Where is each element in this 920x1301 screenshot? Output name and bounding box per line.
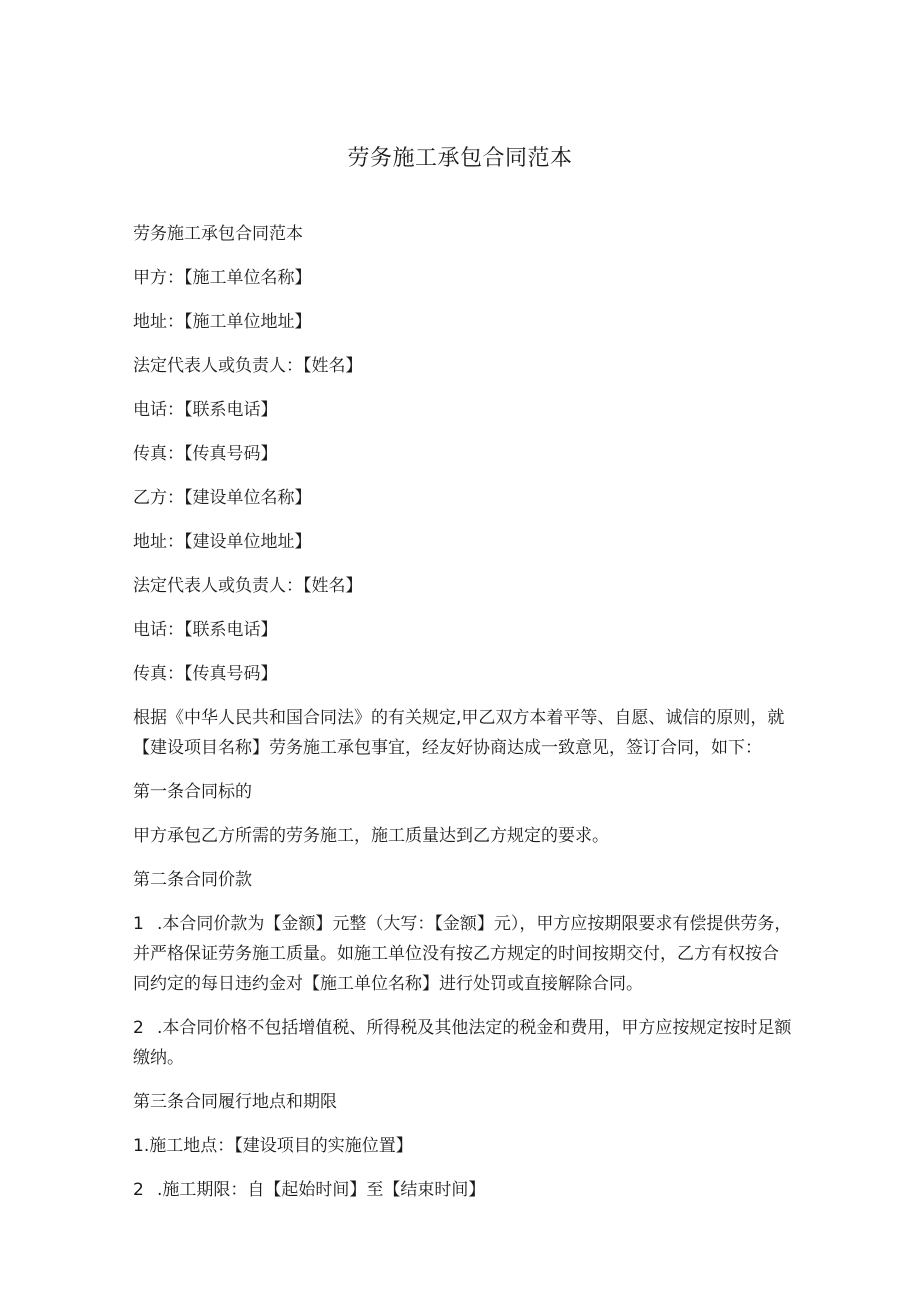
preamble-paragraph: 根据《中华人民共和国合同法》的有关规定,甲乙双方本着平等、自愿、诚信的原则，就【建设项目名称】劳务施工承包事宜，经友好协商达成一致意见，签订合同，如下： (133, 708, 785, 758)
clause-text: 施工期限：自【起始时间】至【结束时间】 (162, 1180, 486, 1200)
article-3-heading: 第三条合同履行地点和期限 (133, 1092, 337, 1112)
document-title: 劳务施工承包合同范本 (347, 146, 573, 171)
clause-dot: . (157, 1180, 163, 1200)
party-b-representative: 法定代表人或负责人：【姓名】 (133, 576, 363, 596)
article-2-clause-1 (133, 909, 793, 999)
clause-dot: . (157, 914, 163, 934)
article-2-heading: 第二条合同价款 (133, 870, 252, 890)
clause-text: 本合同价款为【金额】元整（大写：【金额】元），甲方应按期限要求有偿提供劳务，并严格保证劳务施工质量。如施工单位没有按乙方规定的时间按期交付，乙方有权按合同约定的每日违约金对【施工单位名称】进行处罚或直接解除合同。 (133, 914, 792, 994)
party-b-fax: 传真：【传真号码】 (133, 664, 278, 684)
party-b-phone: 电话：【联系电话】 (133, 620, 278, 640)
party-a-phone: 电话：【联系电话】 (133, 400, 278, 420)
intro-title: 劳务施工承包合同范本 (133, 224, 303, 244)
clause-number: 1 (133, 914, 144, 934)
article-1-heading: 第一条合同标的 (133, 782, 252, 802)
party-b-name: 乙方：【建设单位名称】 (133, 488, 312, 508)
article-2-clause-2 (133, 1013, 793, 1073)
party-a-fax: 传真：【传真号码】 (133, 444, 278, 464)
clause-number: 2 (133, 1018, 144, 1038)
article-1-content: 甲方承包乙方所需的劳务施工，施工质量达到乙方规定的要求。 (133, 826, 609, 846)
article-3-location: 1.施工地点：【建设项目的实施位置】 (133, 1136, 413, 1156)
party-b-address: 地址：【建设单位地址】 (133, 532, 312, 552)
clause-dot: . (157, 1018, 163, 1038)
article-3-term (133, 1175, 793, 1205)
clause-number: 2 (133, 1180, 144, 1200)
clause-text: 本合同价格不包括增值税、所得税及其他法定的税金和费用，甲方应按规定按时足额缴纳。 (133, 1018, 792, 1068)
party-a-representative: 法定代表人或负责人：【姓名】 (133, 356, 363, 376)
party-a-address: 地址：【施工单位地址】 (133, 312, 312, 332)
party-a-name: 甲方：【施工单位名称】 (133, 268, 312, 288)
document-body (133, 219, 793, 1219)
